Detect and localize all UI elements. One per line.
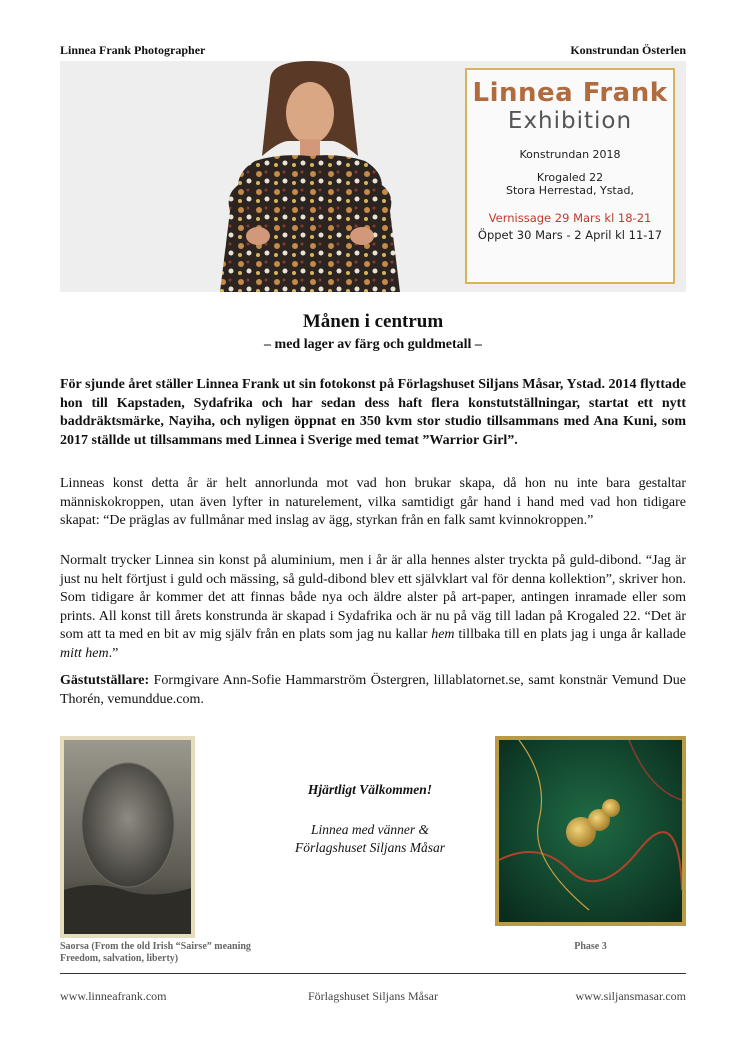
- address-line-1: Krogaled 22: [536, 171, 604, 184]
- exhibition-address: [467, 171, 673, 197]
- signature-block: [250, 821, 490, 857]
- lead-paragraph: För sjunde året ställer Linnea Frank ut sin fotokonst på Förlagshuset Siljans Måsar, Ystad. 2014 flyttade hon till Kapstaden, Sydafrika och har sedan dess haft flera konstutställningar, startat ett nytt baddräktsmärke, Nayiha, och nyligen öppnat en 350 kvm stor studio tillsammans med Ana Kuni, som 2017 ställde ut tillsammans med Linnea i Sverige med temat ”Warrior Girl”.: [60, 377, 686, 448]
- artist-portrait: [200, 61, 420, 292]
- guest-exhibitors-paragraph: Gästutställare: Formgivare Ann-Sofie Hammarström Östergren, lillablatornet.se, samt konstnär Vemund Due Thorén, vemunddue.com.: [60, 673, 686, 707]
- footer-link-linneafrank[interactable]: www.linneafrank.com: [60, 989, 167, 1003]
- exhibition-info-box: [465, 68, 675, 284]
- address-line-2: Stora Herrestad, Ystad,: [506, 184, 634, 197]
- artwork-phase-3: [495, 736, 686, 926]
- opening-hours: Öppet 30 Mars - 2 April kl 11-17: [477, 228, 663, 242]
- signature-line-2: Förlagshuset Siljans Måsar: [294, 840, 445, 855]
- footer-divider: [60, 973, 686, 974]
- exhibition-label: Exhibition: [507, 108, 633, 134]
- vernissage-time: Vernissage 29 Mars kl 18-21: [488, 211, 652, 225]
- header-right: Konstrundan Österlen: [570, 43, 686, 57]
- body-paragraph-3: Normalt trycker Linnea sin konst på aluminium, men i år är alla hennes alster tryckta på guld-dibond. “Jag är just nu helt förtjust i guld och mässing, så guld-dibond blev ett självklart val för denna kollektion”, skriver hon. Som tidigare år kommer det att finnas både nya och äldre alster på art-paper, antingen inramade eller som prints. All konst till årets konstrunda är skapad i Sydafrika och är nu på väg till ladan på Krogaled 22. “Det är som att ta med en bit av mig själv från en plats som jag nu kallar hem tillbaka till en plats jag i unga år kallade mitt hem.”: [60, 553, 686, 661]
- caption-phase-3: Phase 3: [574, 941, 607, 952]
- signature-line-1: Linnea med vänner &: [310, 822, 430, 837]
- exhibition-banner: [60, 61, 686, 292]
- article-title: Månen i centrum: [302, 311, 444, 332]
- caption-saorsa: Saorsa (From the old Irish “Sairse” meaning Freedom, salvation, liberty): [60, 941, 251, 964]
- article-subtitle: – med lager av färg och guldmetall –: [264, 337, 482, 352]
- body-paragraph-2: Linneas konst detta år är helt annorlunda mot vad hon brukar skapa, då hon nu inte bara gestaltar människokroppen, utan även lyfter in naturelement, vilka samtidigt går hand i hand med vad hon tidigare skapat: “De präglas av fullmånar med inslag av ägg, styrkan från en falk samt kvinnokroppen.”: [60, 476, 686, 528]
- footer-publisher: Förlagshuset Siljans Måsar: [308, 989, 438, 1003]
- exhibition-event: Konstrundan 2018: [519, 148, 621, 161]
- exhibition-artist-name: Linnea Frank: [472, 78, 668, 108]
- footer-link-siljansmasar[interactable]: www.siljansmasar.com: [575, 989, 686, 1003]
- artwork-saorsa: [60, 736, 195, 938]
- welcome-message: Hjärtligt Välkommen!: [307, 782, 433, 797]
- header-left: Linnea Frank Photographer: [60, 43, 206, 57]
- guest-exhibitors-label: Gästutställare:: [60, 673, 150, 688]
